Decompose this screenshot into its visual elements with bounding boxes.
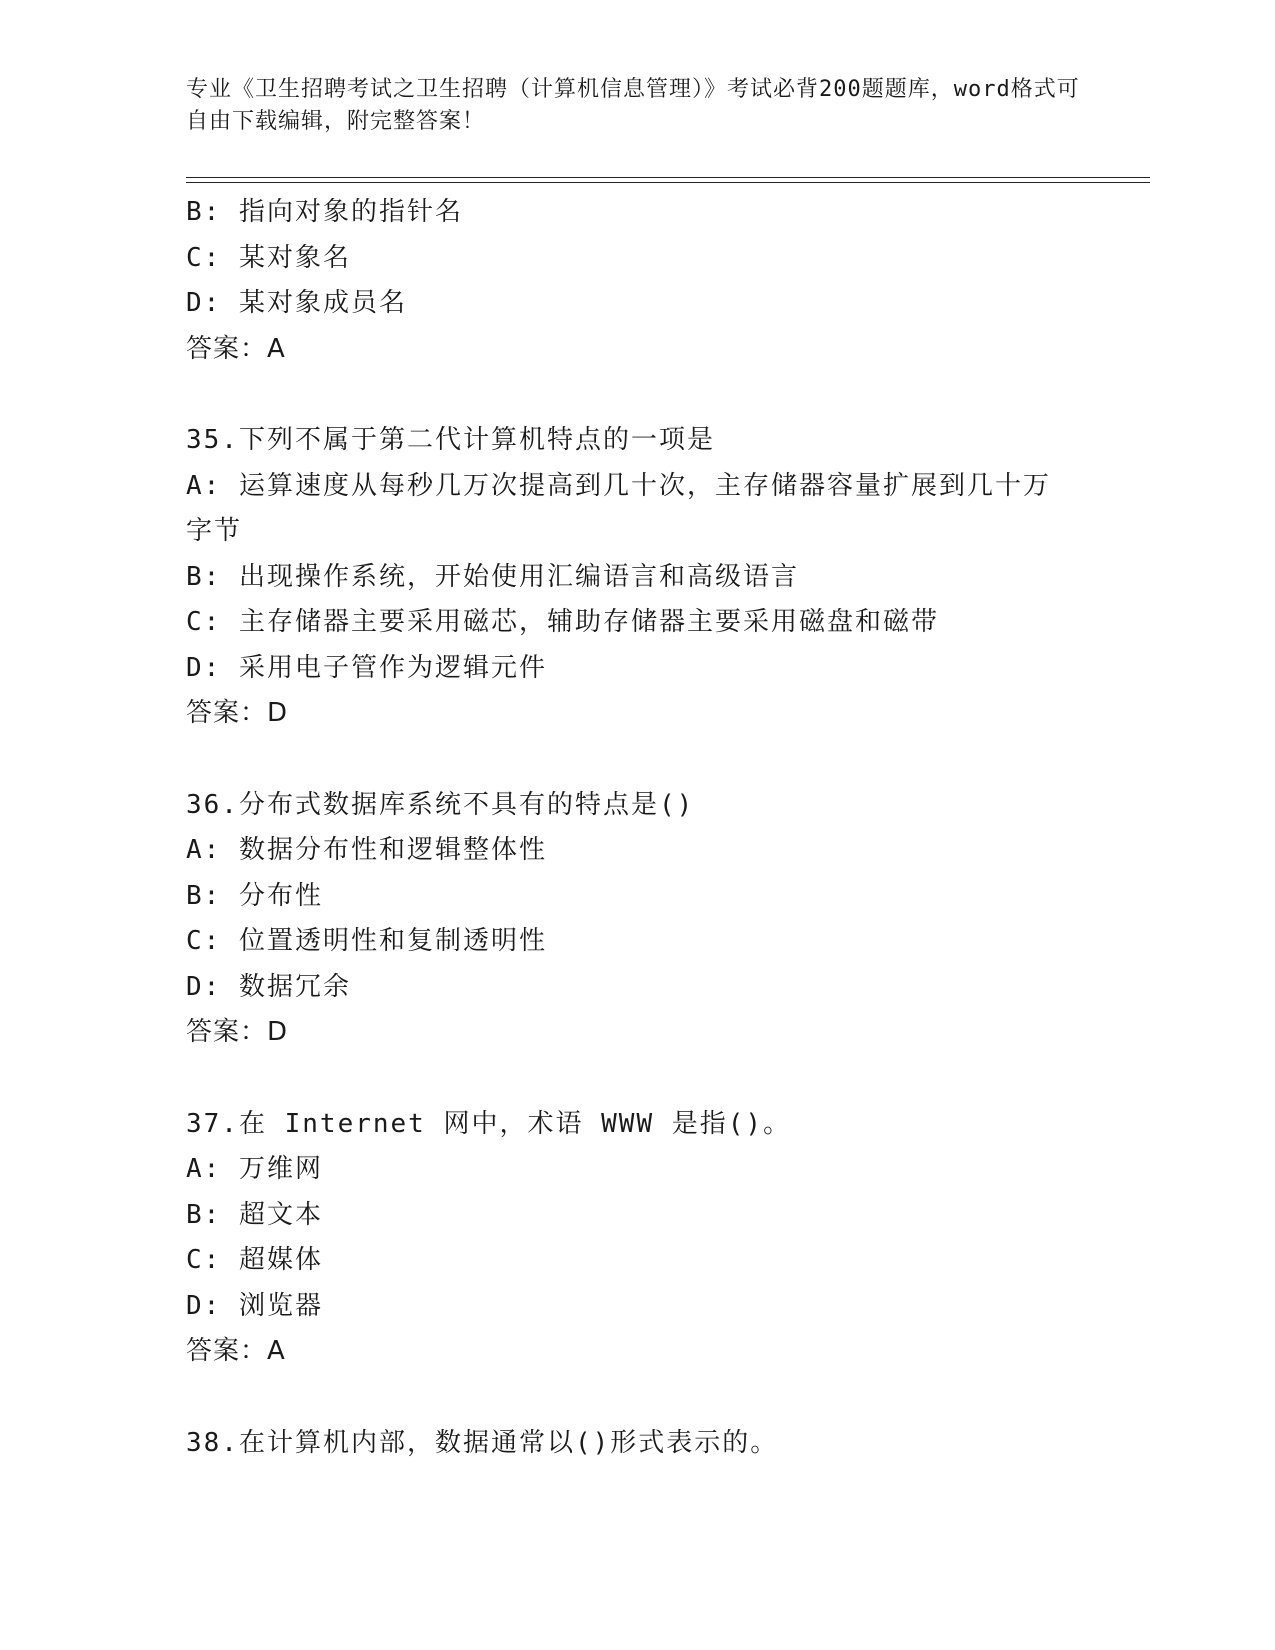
- spacer: [186, 1056, 1086, 1102]
- option-a: A: 万维网: [186, 1154, 323, 1184]
- answer: 答案：D: [186, 1017, 289, 1047]
- question-stem: 37.在 Internet 网中，术语 WWW 是指()。: [186, 1108, 792, 1139]
- option-b: B: 出现操作系统，开始使用汇编语言和高级语言: [186, 561, 799, 592]
- option-d: D: 数据冗余: [186, 971, 351, 1002]
- question-37: [186, 1102, 1086, 1375]
- answer: 答案：A: [186, 333, 286, 364]
- document-header: 专业《卫生招聘考试之卫生招聘（计算机信息管理）》考试必背200题题库，word格式可自由下载编辑，附完整答案！: [186, 77, 1080, 134]
- question-stem: 38.在计算机内部，数据通常以()形式表示的。: [186, 1427, 779, 1458]
- spacer: [186, 1375, 1086, 1421]
- answer: 答案：D: [186, 698, 289, 728]
- option-c: C: 某对象名: [186, 242, 351, 273]
- header-rule-top: [186, 177, 1150, 178]
- question-35: [186, 418, 1086, 737]
- option-c: C: 位置透明性和复制透明性: [186, 926, 547, 956]
- option-a: A: 运算速度从每秒几万次提高到几十次，主存储器容量扩展到几十万字节: [186, 470, 1051, 546]
- option-b: B: 分布性: [186, 880, 323, 911]
- question-38: [186, 1421, 1086, 1467]
- option-d: D: 某对象成员名: [186, 288, 407, 318]
- spacer: [186, 737, 1086, 783]
- option-c: C: 主存储器主要采用磁芯，辅助存储器主要采用磁盘和磁带: [186, 607, 939, 637]
- question-stem: 35.下列不属于第二代计算机特点的一项是: [186, 425, 715, 455]
- header-rule-bottom: [186, 182, 1150, 183]
- question-stem: 36.分布式数据库系统不具有的特点是(): [186, 789, 695, 820]
- question-list: [186, 190, 1086, 1466]
- option-a: A: 数据分布性和逻辑整体性: [186, 835, 547, 865]
- option-d: D: 浏览器: [186, 1290, 323, 1321]
- question-36: [186, 783, 1086, 1056]
- answer: 答案：A: [186, 1336, 286, 1366]
- spacer: [186, 372, 1086, 418]
- question-34-tail: [186, 190, 1086, 372]
- option-c: C: 超媒体: [186, 1245, 323, 1275]
- option-b: B: 超文本: [186, 1199, 323, 1230]
- option-d: D: 采用电子管作为逻辑元件: [186, 652, 547, 683]
- option-b: B: 指向对象的指针名: [186, 197, 463, 227]
